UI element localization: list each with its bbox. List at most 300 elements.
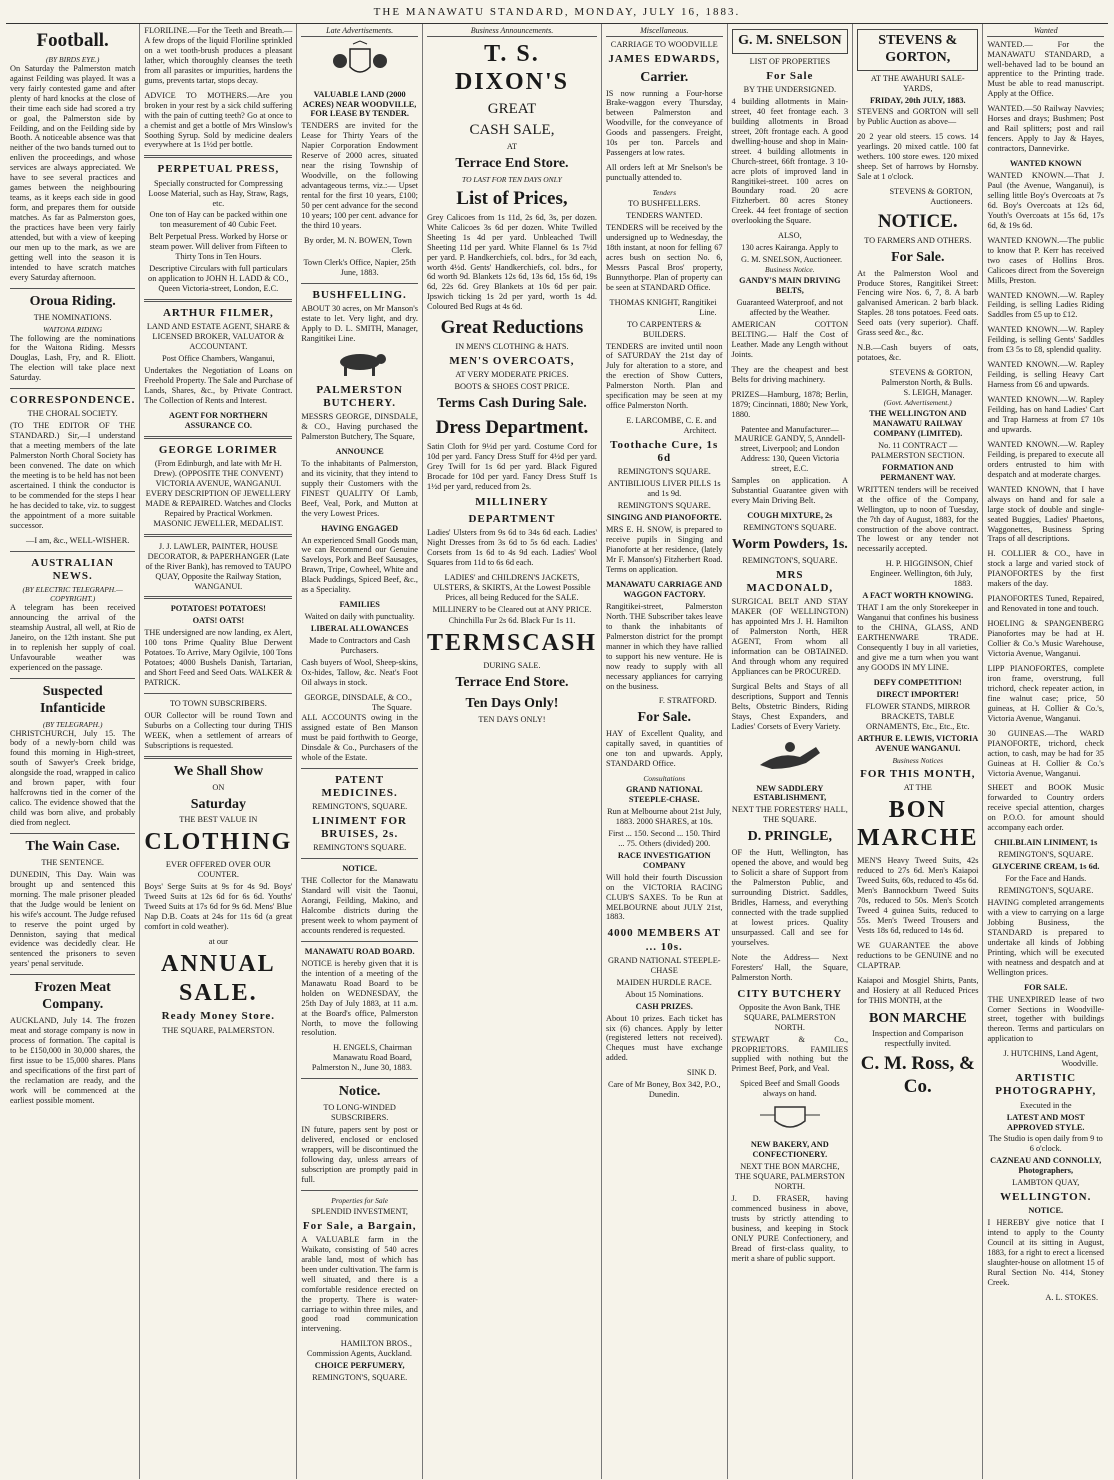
antibilious-pills: ANTIBILIOUS LIVER PILLS 1s and 1s 9d. [607,479,721,499]
known-6: WANTED KNOWN.—W. Rapley Feilding, has on hand Ladies' Cart and Trap Harness at from £7 10s and upwards. [987,395,1105,434]
oats-heading: OATS! OATS! [192,616,245,626]
liberal-text: Made to Contractors and Cash Purchasers. [309,636,411,656]
best-value: THE BEST VALUE IN [179,815,258,825]
members-line: 4000 MEMBERS AT ... 10s. [607,927,721,953]
at-the: AT THE [903,782,932,792]
column-heading: Business Announcements. [427,26,597,37]
column-1 [6,24,140,1479]
bushfelling-title: BUSHFELLING. [312,288,407,301]
during-sale: DURING SALE. [483,661,541,671]
spiced-beef: Spiced Beef and Small Goods always on hand. [740,1079,840,1099]
dress-text: Satin Cloth for 9½d per yard. Costume Cord for 10d per yard. Fancy Dress Stuff for 4½d per yard. Grey Twill for 1s 6d per yard. Black Figured Brocade for 10d per yard. Fancy Dress Stuff 1s 1½d per yard, reduced from 2s. [426,441,597,491]
divider [10,974,135,975]
forsale-heading: For Sale, a Bargain, [302,1219,417,1232]
gd-signature: GEORGE, DINSDALE, & CO., The Square. [304,692,412,712]
engaged-text: An experienced Small Goods man, we can Recommend our Genuine Saveloys, Pork and Beef Sausages, Brawn, Tripe, Cowheel, White and Black Puddings, Spiced Beef, &c., as a Speciality. [301,535,418,595]
mothers-ad: ADVICE TO MOTHERS.—Are you broken in your rest by a sick child suffering with the pain of cutting teeth? Go at once to a chemist and get a bottle of Mrs Winslow's Soothing Syrup. Sold by medicine dealers everywhere at 1s 1½d per bottle. [144,90,293,150]
tenders-wanted: TENDERS WANTED. [626,211,703,221]
shield-image [732,1103,849,1136]
wain-sentence: THE SENTENCE. [41,857,104,867]
fraser-text: J. D. FRASER, having commenced business in above, trusts by strictly attending to business, and keeping in Stock ONLY PURE Confectionery, and Bread of first-class quality, to merit a share of public support. [731,1194,849,1263]
ten-days-note: TO LAST FOR TEN DAYS ONLY [462,174,562,184]
wellington: WELLINGTON. [1000,1191,1092,1204]
column-heading: Miscellaneous. [606,26,723,37]
carriage-heading: CARRIAGE TO WOODVILLE [610,39,718,49]
mens-clothing: IN MEN'S CLOTHING & HATS. [455,342,569,352]
wanted-known-heading: WANTED KNOWN [1009,159,1082,169]
builders-text: TENDERS are invited until noon of SATURDAY the 21st day of July for alteration to a store, and the erection of Show Cutters, Palmerston North. Plan and specification may be seen at my office Palmerston North. [605,341,723,411]
oroua-title: Oroua Riding. [29,293,116,309]
tuned-text: PIANOFORTES Tuned, Repaired, and Renovated in tone and touch. [987,594,1105,614]
james-edwards: JAMES EDWARDS, [608,52,721,65]
we-shall-show: We Shall Show [173,763,264,779]
leigh-signature: S. LEIGH, Manager. [903,388,973,398]
bushfelling-text: ABOUT 30 acres, on Mr Manson's estate to let. Very light, and dry. Apply to D. L. SMITH, Manager, Rangitikei Line. [301,303,418,343]
divider [10,551,135,552]
wanted-1: WANTED.— For the MANAWATU STANDARD, a well-behaved lad to be bound an apprentice to the Printing trade. Must be able to read manuscript. Apply at the Office. [987,39,1105,99]
potatoes-text: THE undersigned are now landing, ex Alert, 100 tons Prime Quality Blue Derwent Potatoes. To Arrive, Mary Ogilvie, 100 Tons Potatoes; 4000 Bushels Danish, Tartarian, and Short Feed and Seed Oats. WALKER & PATRICK. [144,628,293,688]
perpetual-title: PERPETUAL PRESS, [157,163,280,176]
hutchins-signature: J. HUTCHINS, Land Agent, Woodville. [1003,1049,1099,1069]
larcombe-signature: E. LARCOMBE, C. E. and Architect. [626,416,717,436]
remi-square: REMINGTON'S, SQUARE. [998,850,1094,860]
divider [144,596,292,599]
ten-days-only-2: TEN DAYS ONLY! [478,714,546,724]
bushfellers-heading: TO BUSHFELLERS. [628,199,701,209]
guarantee-text: WE GUARANTEE the above reductions to be GENUINE and no CLAPTRAP. [857,940,979,970]
football-text: On Saturday the Palmerston match against Feilding was played. It was a very fairly contested game and after plenty of hard knocks at the close of their time each side had scored a try or goal, the Palmerston side by Feilding, and on the Feilding side by Booth. A noticeable absence was that neither of the two bands turned out to enliven the proceedings, and whose services are always appreciated. We have to see several practices and games between the neighbouring teams, as it keeps each side in good form, and prepares them for outside matches. As far as Palmerston goes, the practices have been very fairly attended, but with a view of keeping our men up to the mark, as we are getting well into the season it is intended to have scratch matches every Saturday afternoon. [10,63,136,282]
for-sale-text: THE UNEXPIRED lease of two Corner Sections in Woodville-street, together with buildings thereon. Terms and particulars on application to [987,994,1105,1044]
list-of-prices: List of Prices, [456,187,568,209]
families-label: FAMILIES [339,600,380,610]
divider [10,833,135,834]
lewis-signature: ARTHUR E. LEWIS, VICTORIA AVENUE WANGANUI. [857,733,979,753]
australian-text: A telegram has been received announcing the arrival of the steamship Austral, all well, at Rio de Janeiro, on the 12th instant. She put in to replenish her supply of coal. Unfavourable weather was experienced on the passage. [10,603,136,672]
columns [6,24,1108,1479]
sg-signature: STEVENS & GORTON, Auctioneers. [889,187,973,207]
notice-heading: NOTICE. [342,864,378,874]
engaged-label: HAVING ENGAGED [321,523,399,533]
remington-square-2: REMINGTON'S SQUARE. [617,501,711,511]
consultations-heading: Consultations [643,774,686,784]
defy-competition: DEFY COMPETITION! [873,677,962,687]
column-heading: Late Advertisements. [301,26,418,37]
carriage-factory-text: Rangitikei-street, Palmerston North. THE Subscriber takes leave to thank the inhabitants of Palmerston district for the prompt manner in which they have rallied to support his new venture. He is now ready to supply with all necessary appliances for carrying on the business. [605,601,723,691]
wain-text: DUNEDIN, This Day. Wain was brought up and sentenced this morning. The male prisoner pleaded that the Judge would be lenient on his wife's account. The Judge refused to reserve the point urged by Denniston, saying that medical evidence was decidedly clear. He sentenced the prisoners to seven years' penal servitude. [10,869,136,969]
business-notice: Business Notice. [765,265,815,275]
frozen-title: Frozen Meat Company. [34,980,111,1013]
bull-icon [330,349,390,377]
maiden-sub: About 15 Nominations. [625,989,704,999]
butchery-text: MESSRS GEORGE, DINSDALE, & CO., Having purchased the Palmerston Butchery, The Square, [301,412,418,441]
potatoes-heading: POTATOES! POTATOES! [170,604,266,614]
cazneau: CAZNEAU AND CONNOLLY, Photographers, [990,1156,1102,1176]
shield-icon [755,1103,825,1133]
cash-sale-label: CASH SALE, [469,122,555,139]
gandys-heading: GANDY'S MAIN DRIVING BELTS, [739,276,841,296]
lorimer-text: (From Edinburgh, and late with Mr H. Drew). (OPPOSITE THE CONVENT) VICTORIA AVENUE, WANGANUI. EVERY DESCRIPTION OF JEWELLERY MADE & REPAIRED. Watches and Clocks Repaired by Practical Workmen. MASONIC JEWELLER, MEDALIST. [145,459,292,528]
agent-line: AGENT FOR NORTHERN ASSURANCE CO. [169,410,268,430]
millinery-clearance: MILLINERY to be Cleared out at ANY PRICE. [432,604,592,614]
remington-3: REMINGTON'S, SQUARE. [312,1373,408,1383]
prices-list: Grey Calicoes from 1s 11d, 2s 6d, 3s, per dozen. White Calicoes 3s 6d per dozen. White Twilled Sheeting 1s 4d per yard. Unbleached Twill Sheeting 11d per yard. White Flannel 6s 1s 7½d per yard. P. Handkerchiefs, col. bdrs., for 3d each, worth 4½d. Gents' Handkerchiefs, col. bdrs., for 6d worth 9d. Blankets 12s 6d, 13s 6d, 15s 6d, 19s 6d, 22s 6d. Grey Blankets at 10s 6d per pair. Ipswich ticking 1s 2d per yard, worth 1s 4d. Coloured Bed Rugs at 4s 6d. [426,212,597,312]
square-address: THE SQUARE, PALMERSTON. [162,1025,275,1035]
care-of: Care of Mr Boney, Box 342, P.O., Dunedin. [607,1080,721,1100]
chilblain: CHILBLAIN LINIMENT, 1s [994,838,1098,848]
known-4: WANTED KNOWN.—W. Rapley Feilding, is selling Gents' Saddles from £3 5s to £8, splendid quality. [987,325,1105,355]
this-month: FOR THIS MONTH, [860,767,976,780]
prizes-text: PRIZES—Hamburg, 1878; Berlin, 1879; Cincinnati, 1880; New York, 1880. [731,389,849,419]
nominations-heading: THE NOMINATIONS. [33,312,112,322]
also-label: ALSO, [777,231,802,241]
filmer-title: ARTHUR FILMER, [162,307,274,320]
notice-heading: NOTICE. [877,211,958,233]
millinery-text: Ladies' Ulsters from 9s 6d to 34s 6d each. Ladies' Night Dresses from 3s 6d to 5s 6d each. Ladies' Corsets from 1s 6d to 4s 9d each. Ladies' Wool Squares from 11d to 6s 6d each. [426,527,597,567]
lipp-text: LIPP PIANOFORTES, complete iron frame, overstrung, full trichord, check repeater action, in fine walnut case; price, 50 guineas, at H. Collier & Co.'s, Victoria Avenue, Wanganui. [987,663,1105,723]
termscash: TERMSCASH [426,630,597,657]
butchery-title: PALMERSTON BUTCHERY. [316,383,403,409]
great-reductions: Great Reductions [440,317,584,339]
for-sale-heading: For Sale. [637,710,691,726]
higginson-signature: H. P. HIGGINSON, Chief Engineer. Wellington, 6th July, 1883. [870,559,973,589]
singing-text: MRS E. H. SNOW, is prepared to receive pupils in Singing and Pianoforte at her residence, (lately Mr F. Manson's) Fitzherbert Road. Terms on application. [605,525,723,575]
column-heading: Wanted [987,26,1104,37]
flower-stands: FLOWER STANDS, MIRROR BRACKETS, TABLE ORNAMENTS, Etc., Etc., Etc. [865,701,971,731]
city-butchery: CITY BUTCHERY [737,987,843,1000]
for-sale-heading: FOR SALE. [1024,982,1068,992]
mens-overcoats: MEN'S OVERCOATS, [449,355,575,368]
maurice-address: Patentee and Manufacturer— MAURICE GANDY, 5, Anndell-street, Liverpool; and London Address: 130, Queen Victoria street, E.C. [734,424,846,474]
forsale-text: A VALUABLE farm in the Waikato, consisting of 540 acres arable land, most of which has been under cultivation. The farm is well situated, and there is a comfortable residence erected on the property. There is water-carriage to within three miles, and good road communication intervening. [301,1234,418,1334]
tenders-text: TENDERS will be received by the undersigned up to Wednesday, the 18th instant, at noon for felling 67 acres bush on section No. 6, Messrs Pascal Bros' property, Bunnythorpe. Plan of property can be seen at STANDARD Office. [605,223,723,292]
sheet-music: SHEET and BOOK Music forwarded to Country orders receive special attention, charges on P.O.O. for amount should accompany each order. [987,783,1105,833]
known-7: WANTED KNOWN.—W. Rapley Feilding, is prepared to execute all orders entrusted to him with despatch and at moderate charges. [987,439,1105,479]
hamilton-signature: HAMILTON BROS., Commission Agents, Auckland. [306,1339,412,1359]
bull-image [301,349,418,380]
hay-text: HAY of Excellent Quality, and capitally saved, in quantities of one ton and upwards. Apply, STANDARD Office. [605,729,723,769]
liniment: LINIMENT FOR BRUISES, 2s. [312,814,407,841]
suits-list: Boys' Serge Suits at 9s for 4s 9d. Boys' Tweed Suits at 12s 6d for 6s 6d. Youths' Tweed Suits at 17s 6d for 9s 6d. Mens' Blue Nap D.B. Coats at 24s for 11s 6d (a great comfort in cold weather). [144,882,293,931]
bon-marche-text: MEN'S Heavy Tweed Suits, 42s reduced to 27s 6d. Men's Kaiapoi Tweed Suits, 60s, reduced to 45s 6d. Men's Bannockburn Tweed Suits 70s, reduced to 50s. Men's Scotch Tweed 4 guinea Suits, reduced to 55s. Men's Tweed Trousers and Vests 18s 6d, reduced to 14s 6d. [857,856,979,935]
choral-text: (TO THE EDITOR OF THE STANDARD.) Sir,—I understand that a meeting members of the late Palmerston North Choral Society has been convened. The date on which the meeting is to be held has not been ascertained. I think the conductor is to be commended for the steps I hear he has decided to take, viz. to suggest the appointment of a more suitable successor. [10,421,136,530]
kairanga: 130 acres Kairanga. Apply to [741,243,839,253]
masthead: THE MANAWATU STANDARD, MONDAY, JULY 16, 1883. [6,6,1108,24]
pringle-text: OF the Hutt, Wellington, has opened the above, and would beg to Solicit a share of Support from the Palmerston Public, and surrounding District. Saddles, Bridles, Harness, and everything connected with the trade supplied at lowest prices. Quality unsurpassed. Call and see for yourselves. [731,848,849,947]
remington-square: REMINGTON'S SQUARE. [617,467,711,477]
contract-line: No. 11 CONTRACT — PALMERSTON SECTION. [870,440,965,460]
road-board-heading: MANAWATU ROAD BOARD. [304,946,415,956]
infanticide-title: Suspected Infanticide [39,683,106,716]
inspection-text: Inspection and Comparison respectfully invited. [872,1029,964,1049]
known-1: WANTED KNOWN.—That J. Paul (the Avenue, Wanganui), is selling little Boy's Overcoats at 7s 6d. Boy's Overcoats at 12s 6d, Youth's Overcoats at 15s 6d, 17s 6d, & 19s 6d. [987,171,1105,230]
subscribers-heading: TO TOWN SUBSCRIBERS. [169,699,267,709]
longwinded-text: IN future, papers sent by post or delivered, enclosed or enclosed wrappers, will be discontinued the following day, unless arrears of subscription are promptly paid in full. [301,1125,418,1184]
australian-byline: (BY ELECTRIC TELEGRAPH.—COPYRIGHT.) [22,585,123,604]
remi-square-2: REMINGTON'S, SQUARE. [998,886,1094,896]
remi-square-2: REMINGTON'S, SQUARE. [742,555,838,565]
for-sale: For Sale [766,69,814,82]
hoeling-text: HOELING & SPANGENBERG Pianofortes may be had at H. Collier & Co.'s Music Warehouse, Victoria Avenue, Wanganui. [987,619,1105,659]
choral-heading: THE CHORAL SOCIETY. [27,409,118,419]
at-our: at our [208,936,228,946]
perpetual-text: Specially constructed for Compressing Loose Material, such as Hay, Straw, Rags, etc. [148,178,289,208]
direct-importer: DIRECT IMPORTER! [876,689,959,699]
artistic-photo: ARTISTIC PHOTOGRAPHY, [995,1072,1097,1098]
stewart-text: STEWART & Co., PROPRIETORS. FAMILIES supplied with nothing but the Primest Beef, Pork, and Veal. [731,1034,849,1074]
column-8 [983,24,1108,1479]
sg-signature-3: STEVENS & GORTON, Palmerston North, & Bulls. [881,368,973,388]
divider [144,299,292,302]
perpetual-text-3: Belt Perpetual Press. Worked by Horse or steam power. Will deliver from Fifteen to Thirty Tons in Ten Hours. [149,232,288,262]
fact-heading: A FACT WORTH KNOWING. [862,591,974,601]
govt-ad: (Govt. Advertisement.) [883,398,952,408]
fact-text: THAT I am the only Storekeeper in Wanganui that confines his business to the CHINA, GLASS, AND EARTHENWARE TRADE. Consequently I buy in all varieties, and give me a turn when you want any GOODS IN MY LINE. [857,603,979,672]
cash-prizes-text: About 10 prizes. Each ticket has six (6) chances. Apply by letter (registered letters not received). Cheques must have exchange added. [605,1013,723,1063]
saddlery-heading: NEW SADDLERY ESTABLISHMENT, [753,783,827,803]
terrace-store-2: Terrace End Store. [455,675,569,691]
remi-square: REMINGTON'S SQUARE. [743,523,837,533]
divider [301,1190,418,1191]
stokes-signature: A. L. STOKES. [1045,1293,1099,1303]
macdonald-heading: MRS MACDONALD, [746,568,834,594]
coat-of-arms-image [301,41,418,86]
land-title: VALUABLE LAND (2000 ACRES) NEAR WOODVILLE, FOR LEASE BY TENDER. [302,89,417,119]
carrier-text: IS now running a Four-horse Brake-waggon every Thursday, between Palmerston and Woodville, for the conveyance of Goods and passengers. Freight, 10s per ton. Parcels and Passengers at low rates. [605,88,723,158]
divider [144,693,292,694]
wain-title: The Wain Case. [25,839,120,855]
families-text: Waited on daily with punctuality. [304,612,415,622]
infanticide-byline: (BY TELEGRAPH.) [42,719,103,729]
annual-sale: ANNUAL SALE. [161,950,276,1006]
remington-1: REMINGTON'S, SQUARE. [312,801,408,811]
clothing-label: CLOTHING [144,829,293,856]
grand-national: GRAND NATIONAL STEEPLE-CHASE. [625,785,703,804]
business-notices: Business Notices [892,755,944,765]
maiden-hurdle: MAIDEN HURDLE RACE. [616,977,712,987]
waitona-heading: WAITONA RIDING [43,324,103,334]
saturday-label: Saturday [190,796,246,812]
horse-rider-icon [750,737,830,777]
longwinded-heading: TO LONG-WINDED SUBSCRIBERS. [323,1103,396,1123]
auction-lots: 20 2 year old steers. 15 cows. 14 yearlings. 20 mixed cattle. 100 fat wethers. 100 store ewes. 120 mixed sheep. Set of harrows by Hornsby. Sale at 1 o'clock. [857,132,979,182]
american-belting: AMERICAN COTTON BELTING.— Half the Cost of Leather. Made any Length without Joints. [731,319,849,359]
stevens-gorton-title: STEVENS & GORTON, [857,29,978,71]
divider [10,288,135,289]
divider [144,756,292,759]
column-7 [853,24,983,1479]
notice-heading: NOTICE. [1028,1206,1064,1216]
divider [144,534,292,537]
column-2 [140,24,297,1479]
notice-2-heading: Notice. [338,1084,381,1100]
orders-text: All orders left at Mr Snelson's be punctually attended to. [605,163,723,183]
tenders-heading: Tenders [652,188,676,198]
waggon-factory: MANAWATU CARRIAGE AND WAGGON FACTORY. [606,579,723,599]
list-of-properties: LIST OF PROPERTIES [749,56,831,66]
stevens-auction: STEVENS and GORTON will sell by Public Auction as above— [857,107,979,127]
australian-heading: AUSTRALIAN NEWS. [31,556,115,583]
ross-signature: C. M. Ross, & Co. [860,1053,975,1098]
filmer-address: Post Office Chambers, Wanganui, [162,354,275,364]
column-5 [602,24,728,1479]
land-text: TENDERS are invited for the Lease for Thirty Years of the Napier Corporation Endowment Reserve of 2000 acres, situated near the rising Township of Woodville, on the following advantageous terms, viz.:— Upset rental for the first 10 years, £100; 50 per cent advance for the second 10 years; 100 per cent. advance for the third 10 years. [301,121,418,230]
wanted-2: WANTED.—50 Railway Navvies; Horses and drays; Bushmen; Post and Rail splitters; post and rail fencers. Apply to Jay & Hayes, contractors, Dannevirke. [987,104,1105,154]
patent-medicines: PATENT MEDICINES. [321,773,398,799]
notice-text: I HEREBY give notice that I intend to apply to the County Council at its sitting in August, 1883, for a right to erect a licensed slaughter-house on allotment 15 of Rural Section No. 414, Stoney Creek. [987,1218,1105,1288]
cough-mixture: COUGH MIXTURE, 2s [747,511,833,521]
jobbing-text: HAVING completed arrangements with a view to carrying on a large Jobbing Business, the STANDARD is prepared to undertake all kinds of Jobbing Printing, which will be executed with neatness and despatch and at Wellington prices. [987,897,1105,977]
terms-cash: Terms Cash During Sale. [437,396,587,412]
railway-heading: THE WELLINGTON AND MANAWATU RAILWAY COMPANY (LIMITED). [869,409,967,438]
known-5: WANTED KNOWN.—W. Rapley Feilding, is selling Heavy Cart Harness from £6 and upwards. [987,360,1105,390]
worm-powders: Worm Powders, 1s. [731,537,848,553]
samples-text: Samples on application. A Substantial Guarantee given with every Main Driving Belt. [731,476,849,506]
chinchilla: Chinchilla Fur 2s 6d. Black Fur 1s 11. [448,616,576,626]
great-label: GREAT [487,101,537,118]
millinery-heading: MILLINERY [475,496,549,509]
terrace-store: Terrace End Store. [455,156,569,172]
grand-national-text: Run at Melbourne about 21st July, 1883. 2000 SHARES, at 10s. [607,806,722,826]
bon-marche-2: BON MARCHE [868,1010,967,1026]
address-note: Note the Address— Next Foresters' Hall, the Square, Palmerston North. [731,952,849,982]
divider [301,768,418,769]
properties-heading: Properties for Sale [331,1195,389,1205]
ready-money-store: Ready Money Store. [161,1010,276,1023]
nb-text: N.B.—Cash buyers of oats, potatoes, &c. [857,343,979,363]
sinkd-signature: SINK D. [687,1068,717,1078]
toothache-cure: Toothache Cure, 1s 6d [610,439,719,465]
divider [144,155,292,158]
road-board-text: NOTICE is hereby given that it is the intention of a meeting of the Manawatu Road Board to be holden on WEDNESDAY, the 25th Day of July 1883, at 11 a.m. at the Board's office, Palmerston North, to move the following resolution. [301,958,418,1038]
race-text: Will hold their fourth Discussion on the VICTORIA RACING CLUB'S SAXES. To be Run at MELBOURNE about JULY 21st, 1883. [605,872,723,922]
moderate-prices: AT VERY MODERATE PRICES. [455,370,569,380]
race-investigation: RACE INVESTIGATION COMPANY [617,850,711,870]
splendid-heading: SPLENDID INVESTMENT, [311,1206,408,1216]
formation-heading: FORMATION AND PERMANENT WAY. [880,462,956,482]
ladies-jackets: LADIES' and CHILDREN'S JACKETS, ULSTERS, & SKIRTS, At the Lowest Possible Prices, all being Reduced for the SALE. [433,572,591,602]
properties-list: 4 building allotments in Main-street, 40 feet frontage each. 3 building allotments in Broad street, 20ft frontage each. A good dwelling-house and shop in Main-street. 4 building allotments in Church-street, 66ft frontage. 3 10-acre plots of improved land in Rangitikei-street. 100 acres on Boundary road. 20 acre Fitzherbert. 80 acres Stoney Creek. 44 feet frontage of section overlooking the Square. [731,96,849,226]
bon-marche: BON MARCHE [857,796,979,852]
bakery-heading: NEW BAKERY, AND CONFECTIONERY. [750,1140,829,1160]
farmers-heading: TO FARMERS AND OTHERS. [864,235,972,245]
subscribers-text: OUR Collector will be round Town and Suburbs on a Collecting tour during THIS WEEK, when a settlement of arrears of Subscriptions is requested. [144,711,293,750]
column-3 [297,24,423,1479]
cash-buyers: Cash buyers of Wool, Sheep-skins, Ox-hides, Tallow, &c. Neat's Foot Oil always in stock. [301,658,418,687]
choice-perfumery: CHOICE PERFUMERY, [314,1361,405,1371]
dress-department: Dress Department. [435,416,589,438]
prize-table: First ... 150. Second ... 150. Third ... 75. Others (divided) 200. [608,828,721,848]
gandys-text: Guaranteed Waterproof, and not affected by the Weather. [736,298,844,317]
football-byline: (BY BIRDS EYE.) [45,54,100,64]
notice-text: THE Collector for the Manawatu Standard will visit the Taonui, Aorangi, Feilding, Makino, and Halcombe districts during the present week to whom payment of accounts rendered is requested. [301,876,418,935]
glycerine: GLYCERINE CREAM, 1s 6d. [992,862,1100,872]
on-label: ON [212,782,225,792]
perpetual-text-4: Descriptive Circulars with full particulars on application to JOHN H. LADD & CO., Queen Victoria-street, London, E.C. [148,264,289,294]
guineas-text: 30 GUINEAS.—The WARD PIANOFORTE, trichord, check action, to cash, may be had for 35 Guineas at H. Collier & Co.'s Victoria Avenue, Wanganui. [987,728,1105,778]
known-3: WANTED KNOWN.—W. Rapley Feilding, is selling Ladies Riding Saddles from £5 up to £12. [987,290,1105,320]
cheaper-belts: They are the cheapest and best Belts for driving machinery. [731,364,849,384]
land-signature: By order, M. N. BOWEN, Town Clerk. [304,235,412,255]
land-date: Town Clerk's Office, Napier, 25th June, 1883. [303,257,416,277]
correspondence-heading: CORRESPONDENCE. [10,394,136,407]
next-bon-marche: NEXT THE BON MARCHE, THE SQUARE, PALMERSTON NORTH. [734,1162,845,1192]
snelson-title: G. M. SNELSON [732,29,849,54]
accounts-text: ALL ACCOUNTS owing in the assigned estate of Ben Manson must be paid forthwith to George, Dinsdale & Co., Purchasers of the whole of the Estate. [301,712,418,762]
football-title: Football. [36,30,109,51]
grand-national-2: GRAND NATIONAL STEEPLE-CHASE [607,955,721,975]
divider [10,388,135,389]
column-4 [423,24,602,1479]
filmer-text: Undertakes the Negotiation of Loans on Freehold Property. The Sale and Purchase of Lands, Shares, &c., by Private Contract. The Collection of Rents and Interest. [144,366,293,405]
stratford-signature: F. STRATFORD. [658,696,717,706]
surgical-text: Surgical Belts and Stays of all descriptions, Support and Tennis Belts, Obstetric Binders, Riding Stays, Chest Expanders, and Ladies' Corsets of Every Variety. [731,681,849,731]
surgical-agent: SURGICAL BELT AND STAY MAKER (OF WELLINGTON) has appointed Mrs J. H. Hamilton of Palmerston North, HER AGENT, From whom all information can be OBTAINED. And through whom any required Appliances can be PROCURED. [731,597,849,676]
friday-date: FRIDAY, 20th JULY, 1883. [869,95,966,105]
knight-signature: THOMAS KNIGHT, Rangitikei Line. [609,297,717,317]
by-undersigned: BY THE UNDERSIGNED. [743,84,837,94]
dixon-title: T. S. DIXON'S [454,40,569,96]
pringle-heading: D. PRINGLE, [747,829,833,845]
announce-label: ANNOUNCE [335,446,384,456]
counter-label: EVER OFFERED OVER OUR COUNTER. [165,860,271,880]
next-foresters: NEXT THE FORESTERS' HALL, THE SQUARE. [731,805,848,825]
for-face: For the Face and Hands. [1005,874,1087,884]
formation-text: WRITTEN tenders will be received at the office of the Company, Wellington, up to noon of Tuesday, the 7th day of August, 1883, for the construction of the above contract. The lowest or any tender not necessarily accepted. [857,484,979,554]
kaiapoi-text: Kaiapoi and Mosgiel Shirts, Pants, and Hosiery at all Reduced Prices for THIS MONTH, at the [857,975,979,1005]
divider [301,858,418,859]
floriline-ad: FLORILINE.—For the Teeth and Breath.—A few drops of the liquid Floriline sprinkled on a wet tooth-brush produces a pleasant lather, which thoroughly cleanses the teeth from all parasites or impurities, hardens the gums, prevents tartar, stops decay. [144,26,293,85]
announce-text: To the inhabitants of Palmerston, and its vicinity, that they intend to supply their Customers with the FINEST QUALITY Of Lamb, Beef, Veal, Pork, and Mutton at the very Lowest Prices. [301,458,418,518]
lambton: LAMBTON QUAY, [1012,1178,1080,1188]
for-sale: For Sale. [891,249,945,265]
divider [301,283,418,284]
cash-prizes: CASH PRIZES. [635,1001,693,1011]
boots-shoes: BOOTS & SHOES COST PRICE. [454,382,570,392]
lawler-ad: J. J. LAWLER, PAINTER, HOUSE DECORATOR, & PAPERHANGER (Late of the River Bank), has removed to TAUPO QUAY, Opposite the Railway Station, WANGANUI. [145,541,292,591]
city-butchery-sub: Opposite the Avon Bank, THE SQUARE, PALMERSTON NORTH. [739,1002,841,1032]
divider [301,1078,418,1079]
snelson-signature: G. M. SNELSON, Auctioneer. [740,255,843,265]
horse-rider-image [732,737,849,780]
filmer-sub: LAND AND ESTATE AGENT, SHARE & LICENSED BROKER, VALUATOR & ACCOUNTANT. [146,322,290,352]
latest-style: LATEST AND MOST APPROVED STYLE. [1006,1112,1085,1132]
remington-2: REMINGTON'S SQUARE. [313,843,407,853]
at-label: AT [506,142,518,152]
lorimer-title: GEORGE LORIMER [158,443,278,456]
known-2: WANTED KNOWN.—The public to know that P. Kerr has received two cases of Hollins Bros. Calicoes direct from the Sovereign Mills, Preston. [987,235,1105,285]
divider [10,678,135,679]
ten-days-only: Ten Days Only! [465,695,559,711]
known-8: WANTED KNOWN, that I have always on hand and for sale a large stock of double and single-seated Buggies, Ladies' Phaetons, Waggonettes, Business Spring Traps of all descriptions. [987,484,1105,544]
nominations-text: The following are the nominations for the Waitona Riding. Messrs Douglas, Lash, Fry, and R. Eliott. The election will take place next Saturday. [10,333,136,383]
department-heading: DEPARTMENT [468,512,556,525]
for-sale-text: At the Palmerston Wool and Produce Stores, Rangitikei Street: Fencing wire Nos. 6, 7, 8. A barb galvanised American. 2 barb black. Staples. 28 tons potatoes. Feed oats. Seed oats (very superior). Chaff. Grass seed &c., &c. [857,268,979,338]
singing-heading: SINGING AND PIANOFORTE. [606,513,722,523]
divider [144,436,292,439]
coat-of-arms-icon [325,41,395,83]
builders-heading: TO CARPENTERS & BUILDERS. [626,319,702,339]
road-board-signature: H. ENGELS, Chairman Manawatu Road Board, Palmerston N., June 30, 1883. [311,1043,412,1073]
infanticide-text: CHRISTCHURCH, July 15. The body of a newly-born child was found this morning in High-street, south of Sawyer's Creek bridge, alongside the road, wrapped in calico and brown paper, with four halfcrowns tied in the corner of the calico. The evidence showed that the child was born alive, and probably died from neglect. [10,728,136,828]
column-6 [728,24,854,1479]
liberal-label: LIBERAL ALLOWANCES [310,624,409,634]
executed-in: Executed in the [1019,1100,1072,1110]
choral-signature: —I am, &c., WELL-WISHER. [26,535,130,545]
collier-text: H. COLLIER & CO., have in stock a large and varied stock of PIANOFORTES by the first makers of the day. [987,549,1105,589]
studio-hours: The Studio is open daily from 9 to 6 o'clock. [988,1134,1103,1154]
divider [301,941,418,942]
carrier-heading: Carrier. [640,69,689,85]
